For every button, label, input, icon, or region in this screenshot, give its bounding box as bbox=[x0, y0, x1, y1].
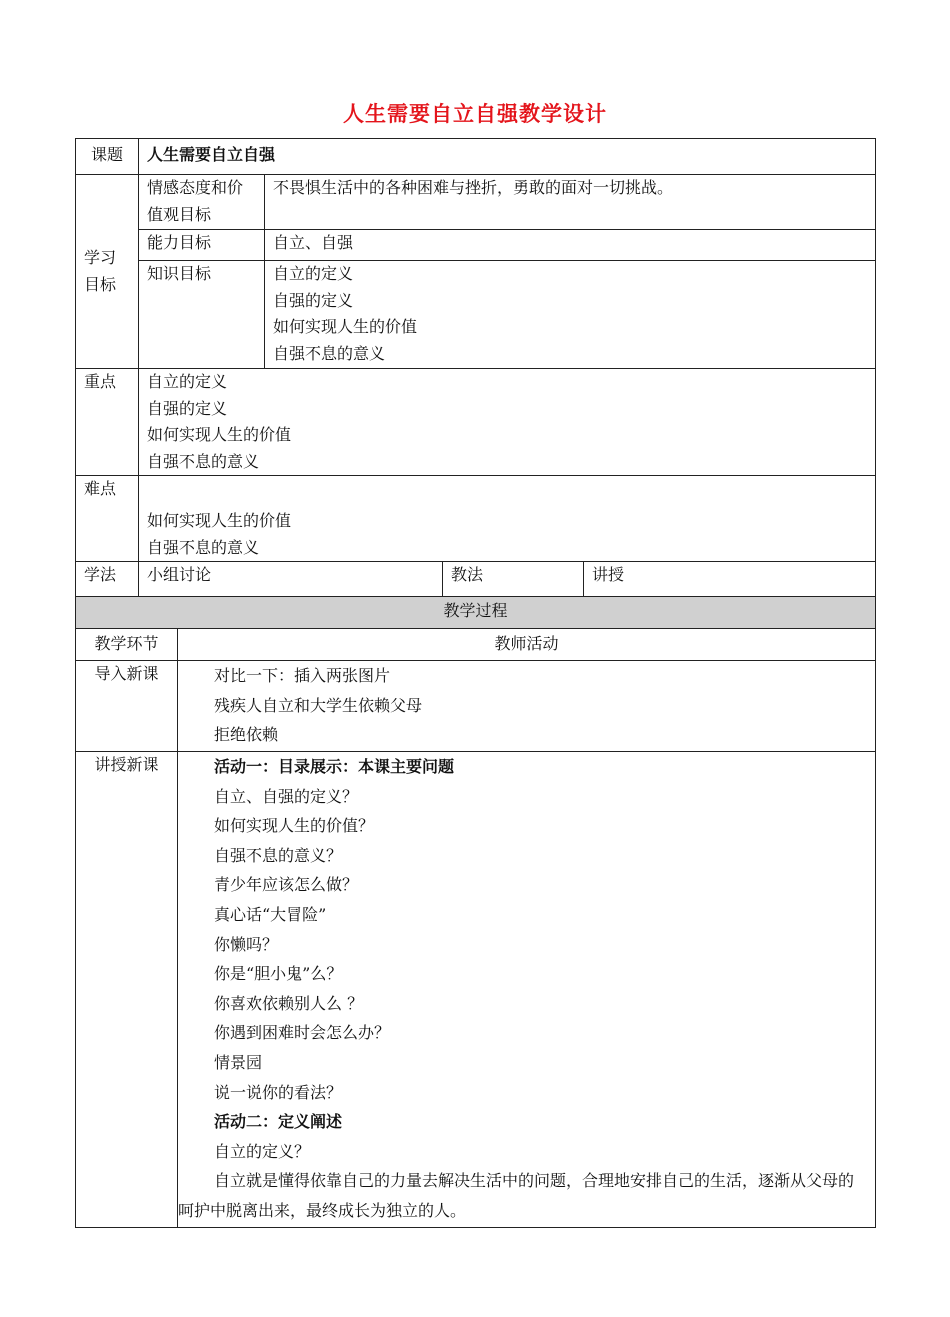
goal-value-affective: 不畏惧生活中的各种困难与挫折，勇敢的面对一切挑战。 bbox=[265, 175, 876, 230]
activity-intro: 对比一下：插入两张图片 残疾人自立和大学生依赖父母 拒绝依赖 bbox=[178, 661, 876, 752]
activity-one-heading: 活动一：目录展示：本课主要问题 bbox=[214, 757, 455, 776]
teach-label: 教法 bbox=[443, 562, 584, 597]
activity-header: 教师活动 bbox=[178, 629, 876, 661]
definition-paragraph: 自立就是懂得依靠自己的力量去解决生活中的问题，合理地安排自己的生活，逐渐从父母的呵护中脱离出来，最终成长为独立的人。 bbox=[178, 1171, 855, 1220]
method-value: 小组讨论 bbox=[139, 562, 443, 597]
difficult-points: 如何实现人生的价值 自强不息的意义 bbox=[139, 476, 876, 562]
key-label: 重点 bbox=[76, 369, 139, 476]
teaching-process-table bbox=[75, 596, 876, 1228]
goal-value-ability: 自立、自强 bbox=[265, 230, 876, 261]
goal-value-knowledge: 自立的定义 自强的定义 如何实现人生的价值 自强不息的意义 bbox=[265, 261, 876, 369]
stage-intro: 导入新课 bbox=[76, 661, 178, 752]
teach-value: 讲授 bbox=[584, 562, 876, 597]
lesson-info-table bbox=[75, 138, 876, 597]
document-title: 人生需要自立自强教学设计 bbox=[343, 102, 607, 126]
goal-label-knowledge: 知识目标 bbox=[139, 261, 265, 369]
method-label: 学法 bbox=[76, 562, 139, 597]
difficult-label: 难点 bbox=[76, 476, 139, 562]
goals-label: 学习目标 bbox=[76, 175, 139, 369]
goal-label-ability: 能力目标 bbox=[139, 230, 265, 261]
topic-value: 人生需要自立自强 bbox=[139, 139, 876, 175]
activity-new-lesson: 活动一：目录展示：本课主要问题 自立、自强的定义？ 如何实现人生的价值？ 自强不息的意义？ 青少年应该怎么做？ 真心话“大冒险” 你懒吗？ 你是“胆小鬼”么？ 你喜欢依赖别人么 ？ 你遇到困难时会怎么办？ 情景园 说一说你的看法？ 活动二：定义阐述 自立的定义？ 自立就是懂得依靠自己的力量去解决生活中的问题，合理地安排自己的生活，逐渐从父母的呵护中脱离出来，最终成长为独立的人。 bbox=[178, 752, 876, 1228]
goal-label-affective: 情感态度和价值观目标 bbox=[139, 175, 265, 230]
key-points: 自立的定义 自强的定义 如何实现人生的价值 自强不息的意义 bbox=[139, 369, 876, 476]
topic-label: 课题 bbox=[76, 139, 139, 175]
activity-two-heading: 活动二：定义阐述 bbox=[214, 1112, 343, 1132]
process-header: 教学过程 bbox=[76, 597, 876, 629]
stage-new-lesson: 讲授新课 bbox=[76, 752, 178, 1228]
stage-header: 教学环节 bbox=[76, 629, 178, 661]
